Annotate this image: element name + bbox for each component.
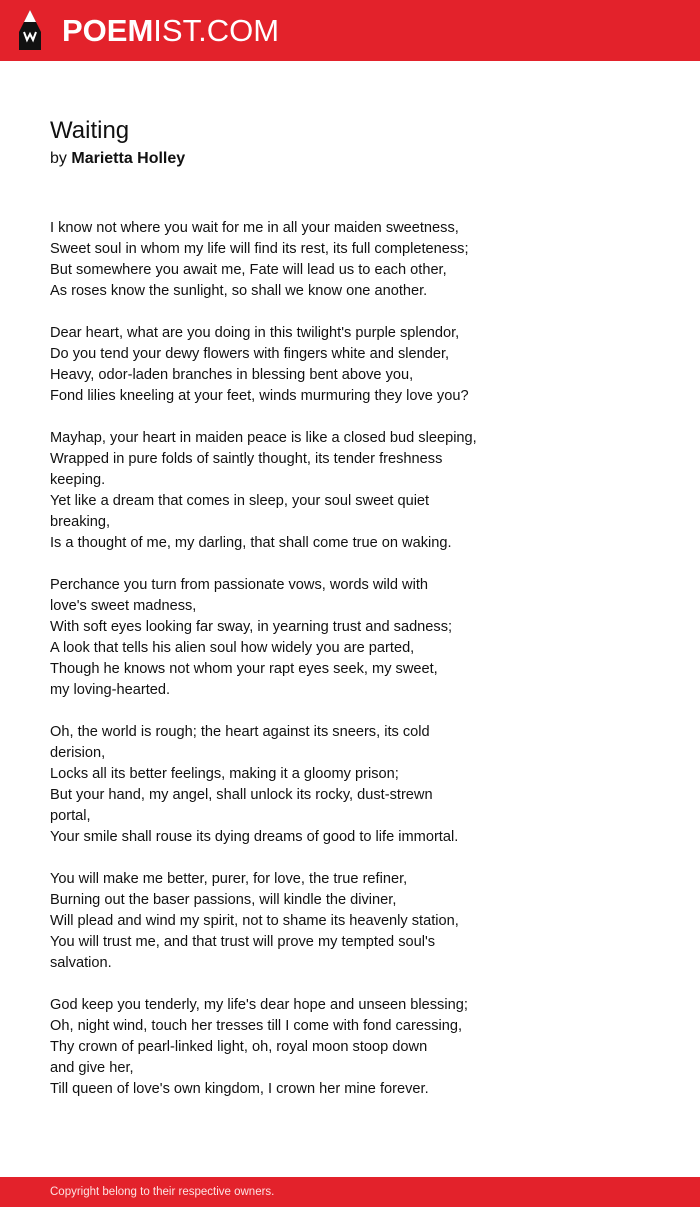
poem-line: keeping. — [50, 472, 106, 488]
poem-line: Locks all its better feelings, making it a gloomy prison; — [50, 766, 399, 782]
poem-stanza — [50, 218, 520, 302]
poem-stanza — [50, 995, 520, 1100]
poem-byline — [50, 148, 185, 170]
poem-line: Sweet soul in whom my life will find its rest, its full completeness; — [50, 241, 469, 257]
byline-prefix: by — [50, 150, 67, 167]
poem-stanza — [50, 869, 520, 974]
poem-line: Oh, the world is rough; the heart against its sneers, its cold — [50, 724, 430, 740]
poem-line: Mayhap, your heart in maiden peace is like a closed bud sleeping, — [50, 430, 477, 446]
poem-line: Perchance you turn from passionate vows, words wild with — [50, 577, 428, 593]
poem-line: Dear heart, what are you doing in this twilight's purple splendor, — [50, 325, 460, 341]
poem-line: love's sweet madness, — [50, 598, 197, 614]
poem-line: Your smile shall rouse its dying dreams of good to life immortal. — [50, 829, 459, 845]
poem-line: With soft eyes looking far sway, in yearning trust and sadness; — [50, 619, 453, 635]
poem-stanza — [50, 722, 520, 848]
poem-line: my loving-hearted. — [50, 682, 171, 698]
poem-title: Waiting — [50, 117, 130, 144]
poem-line: Yet like a dream that comes in sleep, your soul sweet quiet — [50, 493, 430, 509]
poem-line: breaking, — [50, 514, 111, 530]
poem-line: But somewhere you await me, Fate will lead us to each other, — [50, 262, 447, 278]
poem-line: derision, — [50, 745, 106, 761]
poem-line: Wrapped in pure folds of saintly thought, its tender freshness — [50, 451, 443, 467]
poem-line: But your hand, my angel, shall unlock its rocky, dust-strewn — [50, 787, 433, 803]
poem-line: Will plead and wind my spirit, not to shame its heavenly station, — [50, 913, 459, 929]
poem-line: You will trust me, and that trust will prove my tempted soul's — [50, 934, 436, 950]
brand-bold: POEM — [62, 13, 154, 48]
poem-line: Oh, night wind, touch her tresses till I come with fond caressing, — [50, 1018, 463, 1034]
site-logo-text[interactable] — [62, 13, 279, 49]
poem-line: and give her, — [50, 1060, 134, 1076]
poem-line: God keep you tenderly, my life's dear hope and unseen blessing; — [50, 997, 468, 1013]
brand-light: IST.COM — [153, 13, 280, 48]
poem-line: Fond lilies kneeling at your feet, winds murmuring they love you? — [50, 388, 469, 404]
poem-line: Heavy, odor-laden branches in blessing bent above you, — [50, 367, 414, 383]
poem-line: Thy crown of pearl-linked light, oh, royal moon stoop down — [50, 1039, 428, 1055]
poem-stanza — [50, 575, 520, 701]
pencil-tip-icon[interactable] — [16, 8, 44, 52]
poem-line: Do you tend your dewy flowers with fingers white and slender, — [50, 346, 450, 362]
poem-line: Though he knows not whom your rapt eyes seek, my sweet, — [50, 661, 438, 677]
poem-line: I know not where you wait for me in all your maiden sweetness, — [50, 220, 459, 236]
poem-stanza — [50, 323, 520, 407]
poem-line: Is a thought of me, my darling, that shall come true on waking. — [50, 535, 452, 551]
poem-line: Till queen of love's own kingdom, I crown her mine forever. — [50, 1081, 429, 1097]
site-footer — [0, 1177, 700, 1207]
poem-line: salvation. — [50, 955, 112, 971]
poem-line: portal, — [50, 808, 91, 824]
poem-body — [50, 218, 520, 1121]
poem-stanza — [50, 428, 520, 554]
copyright-notice: Copyright belong to their respective owners. — [50, 1186, 275, 1198]
poem-author: Marietta Holley — [71, 150, 186, 167]
poem-line: You will make me better, purer, for love, the true refiner, — [50, 871, 408, 887]
site-header — [0, 0, 700, 61]
poem-line: As roses know the sunlight, so shall we know one another. — [50, 283, 428, 299]
poem-line: A look that tells his alien soul how widely you are parted, — [50, 640, 415, 656]
poem-line: Burning out the baser passions, will kindle the diviner, — [50, 892, 397, 908]
